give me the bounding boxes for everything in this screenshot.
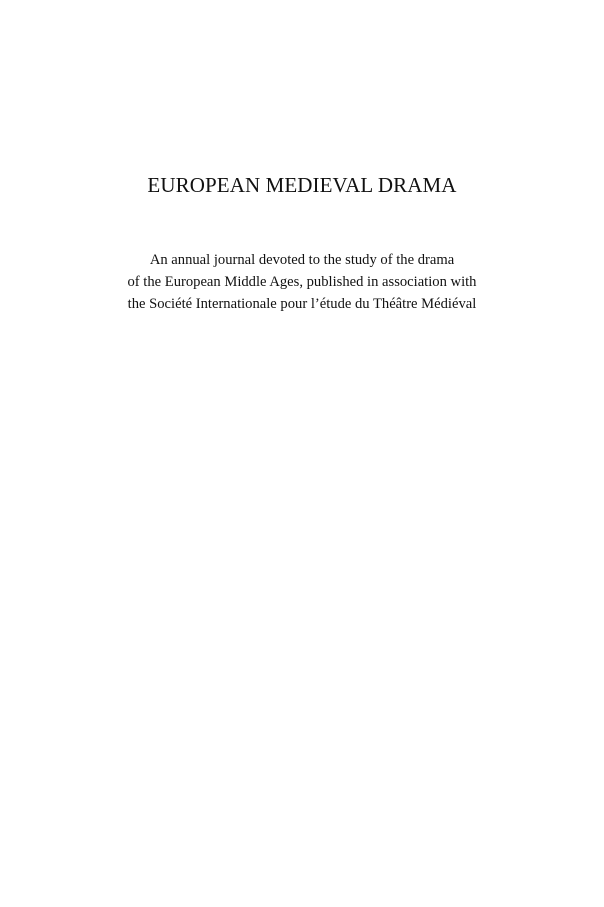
description-line: An annual journal devoted to the study of the drama: [149, 252, 455, 268]
description-line: of the European Middle Ages, published in association with: [127, 274, 477, 290]
series-title: EUROPEAN MEDIEVAL DRAMA: [147, 173, 457, 197]
series-description: [0, 249, 604, 315]
description-line: the Société Internationale pour l’étude du Théâtre Médiéval: [127, 296, 477, 312]
